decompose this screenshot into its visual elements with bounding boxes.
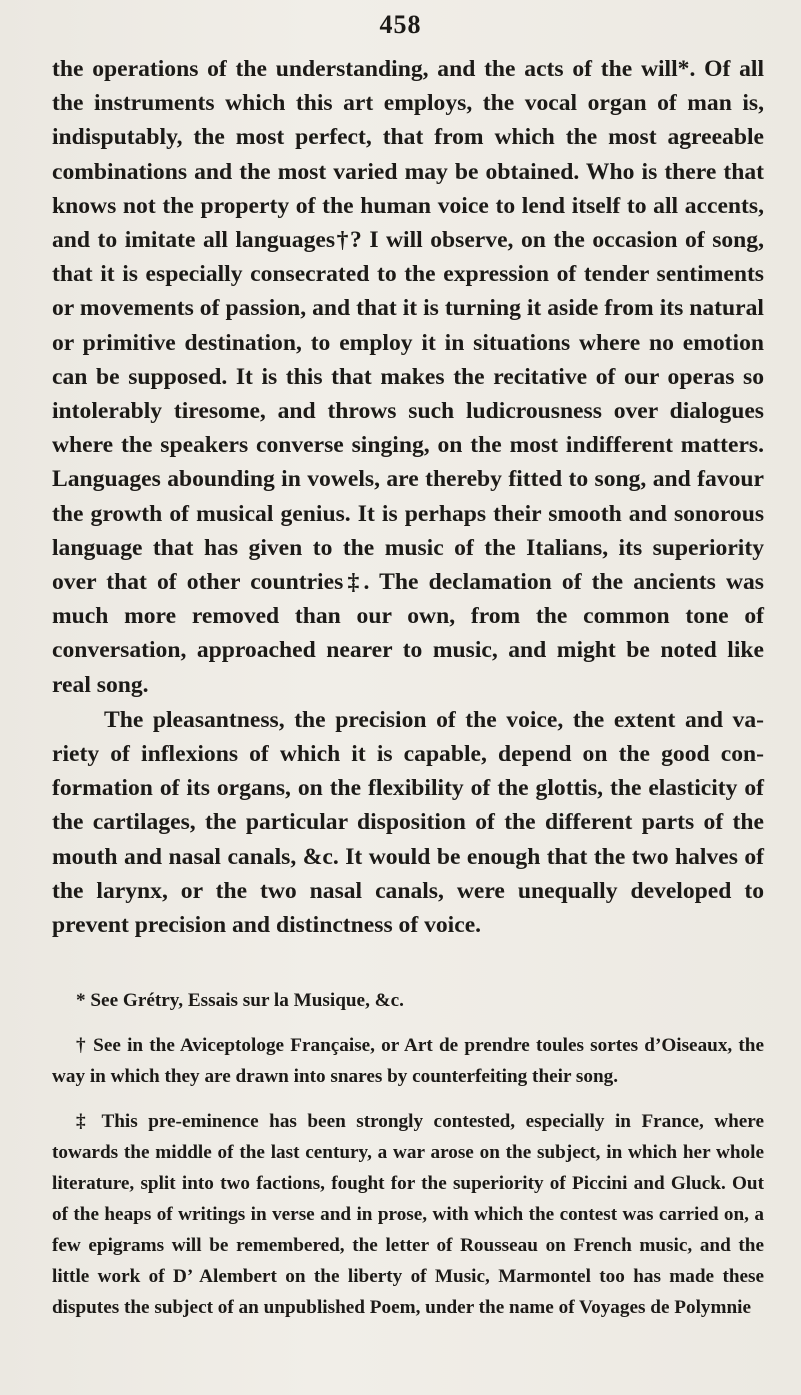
- body-text: [52, 52, 764, 942]
- footnote-gretry: * See Grétry, Essais sur la Musique, &c.: [76, 990, 404, 1011]
- footnotes: [52, 985, 764, 1323]
- paragraph-2: The pleasantness, the precision of the voice, the extent and variety of inflexions of which it is capable, depend on the good conformation of its organs, on the flexibility of the glottis, the elasticity of the cartilages, the particular disposition of the different parts of the mouth and nasal canals, &c. It would be enough that the two halves of the larynx, or the two nasal canals, were unequally developed to prevent precision and distinctness of voice.: [52, 706, 764, 939]
- footnote-aviceptologie: † See in the Aviceptologe Française, or Art de prendre toules sortes d’Oiseaux, the way in which they are drawn into snares by counterfeiting their song.: [52, 1035, 764, 1087]
- paragraph-1: the operations of the understanding, and the acts of the will*. Of all the instruments which this art employs, the vocal organ of man is, indisputably, the most perfect, that from which the most agreeable combinations and the most varied may be obtained. Who is there that knows not the property of the human voice to lend itself to all accents, and to imitate all languages†? I will observe, on the occasion of song, that it is especially consecrated to the expression of tender sentiments or movements of passion, and that it is turning it aside from its natural or primitive destination, to employ it in situations where no emotion can be supposed. It is this that makes the recitative of our operas so intolerably tiresome, and throws such ludicrousness over dialogues where the speakers converse singing, on the most indifferent matters. Languages abounding in vowels, are thereby fitted to song, and favour the growth of musical genius. It is perhaps their smooth and sonorous language that has given to the music of the Italians, its superiority over that of other countries‡. The declamation of the ancients was much more removed than our own, from the common tone of conversation, approached nearer to music, and might be noted like real song.: [52, 56, 764, 698]
- footnote-pre-eminence: ‡ This pre-eminence has been strongly contested, especially in France, where towards the middle of the last century, a war arose on the subject, in which her whole literature, split into two factions, fought for the superiority of Piccini and Gluck. Out of the heaps of writings in verse and in prose, with which the contest was carried on, a few epigrams will be remembered, the letter of Rousseau on French music, and the little work of D’ Alembert on the liberty of Music, Marmontel too has made these disputes the subject of an unpublished Poem, under the name of Voyages de Polymnie: [52, 1111, 764, 1318]
- page-number: 458: [379, 10, 422, 39]
